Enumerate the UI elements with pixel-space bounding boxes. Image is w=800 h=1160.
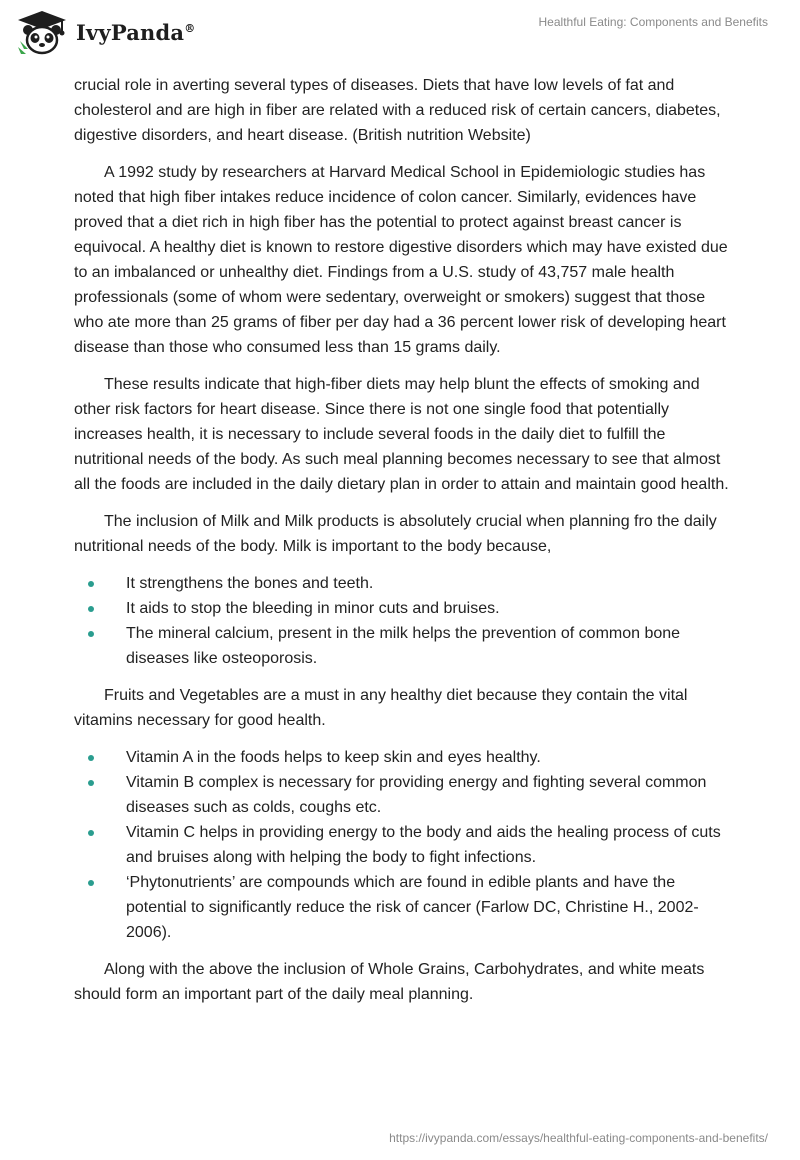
ivypanda-logo[interactable] — [14, 8, 214, 56]
list-item: Vitamin B complex is necessary for providing energy and fighting several common diseases such as colds, coughs etc. — [74, 770, 734, 820]
list-item: It strengthens the bones and teeth. — [74, 571, 734, 596]
paragraph: Fruits and Vegetables are a must in any healthy diet because they contain the vital vitamins necessary for good health. — [74, 687, 688, 729]
bullet-icon — [88, 581, 94, 587]
paragraph: A 1992 study by researchers at Harvard Medical School in Epidemiologic studies has noted that high fiber intakes reduce incidence of colon cancer. Similarly, evidences have proved that a diet rich in high fiber has the potential to protect against breast cancer is equivocal. A healthy diet is known to restore digestive disorders which may have existed due to an imbalanced or unhealthy diet. Findings from a U.S. study of 43,757 male health professionals (some of whom were sedentary, overweight or smokers) suggest that those who ate more than 25 grams of fiber per day had a 36 percent lower risk of developing heart disease than those who consumed less than 15 grams daily. — [74, 164, 728, 356]
bullet-icon — [88, 880, 94, 886]
paragraph: These results indicate that high-fiber diets may help blunt the effects of smoking and other risk factors for heart disease. Since there is not one single food that potentially increases health, it is necessary to include several foods in the daily diet to fulfill the nutritional needs of the body. As such meal planning becomes necessary to see that almost all the foods are included in the daily dietary plan in order to attain and maintain good health. — [74, 376, 729, 493]
source-url-link[interactable]: https://ivypanda.com/essays/healthful-eating-components-and-benefits/ — [389, 1131, 768, 1145]
bullet-icon — [88, 755, 94, 761]
vitamins-list — [74, 745, 734, 945]
list-item: Vitamin A in the foods helps to keep skin and eyes healthy. — [74, 745, 734, 770]
logo-wordmark: IvyPanda® — [76, 20, 196, 45]
document-title: Healthful Eating: Components and Benefits — [538, 15, 768, 29]
page-header — [0, 0, 800, 70]
bullet-icon — [88, 631, 94, 637]
paragraph: crucial role in averting several types of diseases. Diets that have low levels of fat and cholesterol and are high in fiber are related with a reduced risk of certain cancers, diabetes, digestive disorders, and heart disease. (British nutrition Website) — [74, 77, 721, 144]
list-item: ‘Phytonutrients’ are compounds which are found in edible plants and have the potential to significantly reduce the risk of cancer (Farlow DC, Christine H., 2002-2006). — [74, 870, 734, 945]
milk-benefits-list — [74, 571, 734, 671]
list-item: The mineral calcium, present in the milk helps the prevention of common bone diseases like osteoporosis. — [74, 621, 734, 671]
list-item: It aids to stop the bleeding in minor cuts and bruises. — [74, 596, 734, 621]
bullet-icon — [88, 830, 94, 836]
essay-body — [74, 73, 734, 1019]
panda-graduate-icon — [14, 8, 70, 56]
list-item: Vitamin C helps in providing energy to the body and aids the healing process of cuts and bruises along with helping the body to fight infections. — [74, 820, 734, 870]
paragraph: Along with the above the inclusion of Whole Grains, Carbohydrates, and white meats should form an important part of the daily meal planning. — [74, 961, 705, 1003]
bullet-icon — [88, 606, 94, 612]
paragraph: The inclusion of Milk and Milk products is absolutely crucial when planning fro the daily nutritional needs of the body. Milk is important to the body because, — [74, 513, 717, 555]
bullet-icon — [88, 780, 94, 786]
